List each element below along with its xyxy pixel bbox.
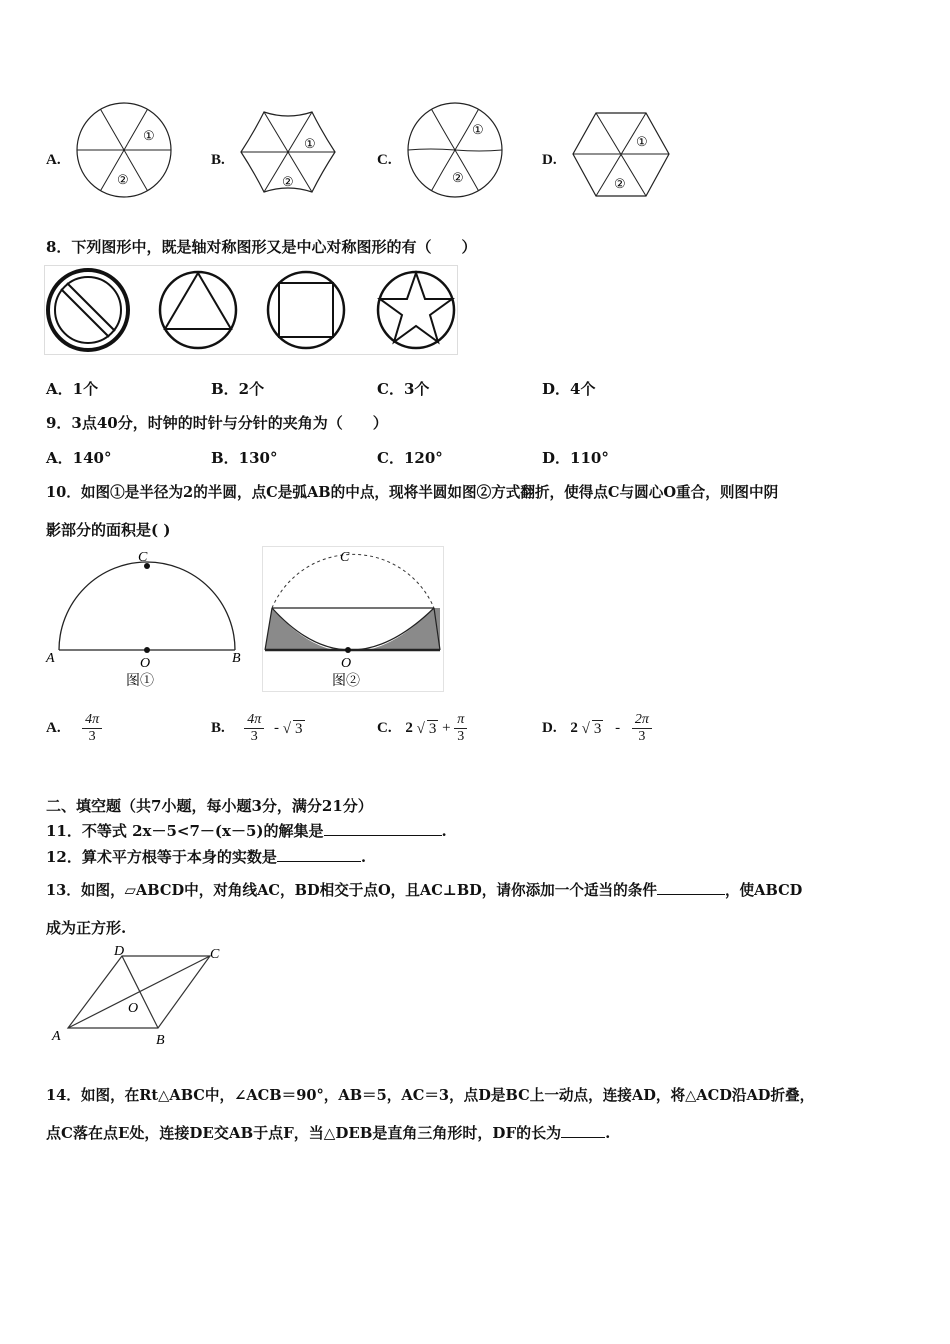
q7-d-mark1: ① (636, 134, 648, 149)
q11-blank (324, 821, 442, 836)
q10-c-fraction: $\frac{\pi}{3}$ (454, 712, 467, 745)
q13-label-c: C (210, 947, 220, 962)
q13-label-b: B (156, 1033, 165, 1048)
q13-label-a: A (52, 1029, 61, 1044)
q10-d-coef: 2 (570, 720, 578, 736)
q10-fig2-label-o: O (341, 656, 352, 671)
q8-figure-circle-star (378, 272, 454, 348)
q10-d-label: D. (542, 720, 557, 736)
q10-c-plus: + (442, 720, 451, 736)
q10-d-minus: - (615, 720, 621, 736)
q9-option-b: B．130° (211, 449, 278, 467)
q7-d-mark2: ② (614, 176, 626, 191)
q8-question: 8．下列图形中，既是轴对称图形又是中心对称图形的有（ ） (46, 238, 477, 256)
q7-option-d-figure (570, 110, 672, 200)
q7-option-c-figure (405, 100, 505, 200)
q10-b-label: B. (211, 720, 225, 736)
q10-option-b: B. $\frac{4\pi}{3}$ - √ 3 (211, 712, 303, 744)
q9-question: 9．3点40分，时钟的时针与分针的夹角为（ ） (46, 414, 388, 432)
q10-fig1-label-c: C (138, 550, 148, 565)
q10-fig1-label-a: A (46, 651, 55, 666)
q10-b-sqrt: 3 (295, 720, 303, 737)
q8-option-a: A．1个 (46, 380, 99, 398)
q14-text: 点C落在点E处，连接DE交AB于点F，当△DEB是直角三角形时，DF的长为 (46, 1124, 562, 1142)
q12-blank (277, 847, 361, 862)
q8-option-b: B．2个 (211, 380, 265, 398)
q10-d-sqrt: 3 (593, 720, 602, 737)
q13-figure-parallelogram (48, 942, 228, 1050)
q7-option-a-figure (74, 100, 174, 200)
q7-option-a-label: A. (46, 152, 61, 168)
q10-question-line2: 影部分的面积是( ) (46, 521, 171, 539)
q10-fig1-label-o: O (140, 656, 151, 671)
q10-fig2-caption: 图② (332, 674, 360, 689)
q10-a-fraction: $\frac{4\pi}{3}$ (82, 712, 102, 745)
section2-heading: 二、填空题（共7小题，每小题3分，满分21分） (46, 797, 373, 815)
q13-text: 13．如图，▱ABCD中，对角线AC，BD相交于点O，且AC⊥BD，请你添加一个适当的条件 (46, 882, 657, 899)
q10-figure-1 (44, 546, 250, 692)
q9-option-a: A．140° (46, 449, 112, 467)
q10-option-c: C. 2 √ 3 + $\frac{\pi}{3}$ (377, 712, 467, 745)
q8-figure-circle-square (268, 272, 344, 348)
q7-a-mark2: ② (117, 172, 129, 187)
q7-option-b-figure (238, 108, 338, 196)
q10-fig2-label-c: C (340, 550, 350, 565)
q8-option-d: D．4个 (542, 380, 596, 398)
q14-blank (561, 1123, 605, 1138)
q10-b-minus: - (274, 720, 280, 736)
q7-option-d-label: D. (542, 152, 557, 168)
q7-c-mark2: ② (452, 170, 464, 185)
q7-c-mark1: ① (472, 122, 484, 137)
q8-figure-circle-triangle (160, 272, 236, 348)
q13-label-o: O (128, 1001, 139, 1016)
q7-a-mark1: ① (143, 128, 155, 143)
q10-option-d: D. 2 √ 3 - $\frac{2\pi}{3}$ (542, 712, 652, 745)
q8-figures (44, 265, 458, 355)
q8-figure-slash-circle (48, 270, 128, 350)
q10-figure-2 (262, 546, 444, 692)
q10-c-label: C. (377, 720, 392, 736)
q13-label-d: D (114, 944, 125, 959)
q9-option-d: D．110° (542, 449, 609, 467)
q10-fig1-label-b: B (232, 651, 241, 666)
q10-a-label: A. (46, 720, 61, 736)
q11: 11．不等式 2x－5<7－(x－5)的解集是 . (46, 822, 447, 840)
q7-option-c-label: C. (377, 152, 392, 168)
q12-text: 12．算术平方根等于本身的实数是 (46, 848, 277, 866)
q8-option-c: C．3个 (377, 380, 430, 398)
q10-c-coef: 2 (405, 720, 413, 736)
q13-blank (657, 880, 725, 895)
q10-fig1-caption: 图① (126, 674, 154, 689)
q10-b-fraction: $\frac{4\pi}{3}$ (244, 712, 264, 745)
q12: 12．算术平方根等于本身的实数是 . (46, 848, 367, 866)
q7-b-mark1: ① (304, 136, 316, 151)
q14-line1: 14．如图，在Rt△ABC中，∠ACB＝90°，AB＝5，AC＝3，点D是BC上一动点，连接AD，将△ACD沿AD折叠， (46, 1087, 815, 1104)
q10-d-fraction: $\frac{2\pi}{3}$ (632, 712, 652, 745)
q9-option-c: C．120° (377, 449, 443, 467)
q7-b-mark2: ② (282, 174, 294, 189)
q13-line1: 13．如图，▱ABCD中，对角线AC，BD相交于点O，且AC⊥BD，请你添加一个适当的条件 ，使ABCD (46, 882, 803, 899)
q14-line2: 点C落在点E处，连接DE交AB于点F，当△DEB是直角三角形时，DF的长为 . (46, 1124, 611, 1142)
q10-question-line1: 10．如图①是半径为2的半圆，点C是弧AB的中点，现将半圆如图②方式翻折，使得点C与圆心O重合，则图中阴 (46, 484, 779, 501)
q11-text: 11．不等式 2x－5<7－(x－5)的解集是 (46, 822, 324, 840)
q10-option-a (46, 712, 102, 745)
q10-c-sqrt: 3 (428, 720, 437, 737)
q7-option-b-label: B. (211, 152, 225, 168)
q13-line2: 成为正方形. (46, 919, 127, 937)
